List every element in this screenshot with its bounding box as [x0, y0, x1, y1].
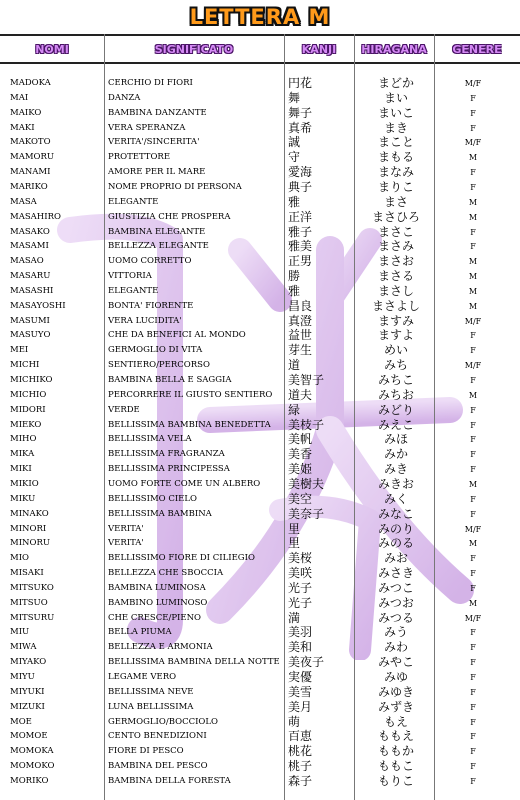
meaning-cell: BELLEZZA E ARMONIA	[108, 642, 213, 653]
header-kanji: KANJI	[301, 42, 337, 56]
hiragana-cell: まりこ	[377, 179, 414, 194]
gender-cell: M	[468, 153, 478, 163]
table-row	[0, 91, 520, 106]
gender-cell: F	[470, 465, 476, 475]
name-cell: MASAMI	[10, 241, 49, 252]
hiragana-cell: まもる	[377, 150, 414, 165]
meaning-cell: UOMO CORRETTO	[108, 256, 192, 267]
hiragana-cell: みきお	[377, 476, 414, 491]
gender-cell: M	[468, 257, 478, 267]
hiragana-cell: みゆき	[377, 684, 414, 699]
table-row	[0, 343, 520, 358]
name-cell: MANAMI	[10, 167, 51, 178]
gender-cell: M	[468, 598, 478, 608]
meaning-cell: GERMOGLIO DI VITA	[108, 345, 203, 356]
hiragana-cell: まさし	[377, 283, 414, 298]
name-cell: MICHI	[10, 360, 40, 371]
gender-cell: F	[470, 93, 476, 103]
kanji-cell: 美和	[288, 640, 313, 655]
name-cell: MIEKO	[10, 419, 42, 430]
hiragana-cell: まこと	[377, 135, 414, 150]
meaning-cell: VERA LUCIDITA'	[108, 315, 182, 326]
table-row	[0, 640, 520, 655]
title-text: LETTERA M	[189, 5, 331, 29]
gender-cell: F	[470, 450, 476, 460]
hiragana-cell: みずき	[377, 699, 414, 714]
name-cell: MICHIO	[10, 389, 47, 400]
table-row	[0, 536, 520, 551]
meaning-cell: SENTIERO/PERCORSO	[108, 360, 210, 371]
gender-cell: M/F	[464, 613, 482, 623]
name-cell: MASARU	[10, 271, 51, 282]
header-hiragana: HIRAGANA	[361, 42, 427, 56]
gender-cell: F	[470, 776, 476, 786]
meaning-cell: BELLISSIMO FIORE DI CILIEGIO	[108, 553, 255, 564]
kanji-cell: 舞	[288, 90, 301, 105]
kanji-cell: 真希	[288, 120, 313, 135]
gender-cell: M/F	[464, 138, 482, 148]
table-row	[0, 759, 520, 774]
name-cell: MIWA	[10, 642, 37, 653]
name-cell: MIKI	[10, 464, 32, 475]
kanji-cell: 緑	[288, 402, 301, 417]
header-nomi: NOMI	[35, 42, 69, 56]
name-cell: MITSURU	[10, 612, 55, 623]
header-significato: SIGNIFICATO	[154, 42, 234, 56]
gender-cell: F	[470, 717, 476, 727]
meaning-cell: BELLISSIMA BAMBINA BENEDETTA	[108, 419, 271, 430]
hiragana-cell: まさみ	[377, 239, 414, 254]
meaning-cell: DANZA	[108, 92, 141, 103]
meaning-cell: VERITA'	[108, 538, 144, 549]
gender-cell: F	[470, 747, 476, 757]
gender-cell: F	[470, 331, 476, 341]
table-row	[0, 195, 520, 210]
meaning-cell: BELLISSIMA BAMBINA DELLA NOTTE	[108, 657, 280, 668]
kanji-cell: 美咲	[288, 566, 313, 581]
kanji-cell: 光子	[288, 595, 313, 610]
table-row	[0, 403, 520, 418]
hiragana-cell: みう	[383, 625, 408, 640]
name-cell: MASUYO	[10, 330, 51, 341]
name-cell: MIKA	[10, 449, 35, 460]
name-cell: MIYU	[10, 672, 35, 682]
meaning-cell: ELEGANTE	[108, 196, 159, 207]
gender-cell: M/F	[464, 524, 482, 534]
hiragana-cell: みえこ	[377, 417, 414, 432]
name-cell: MOMOKO	[10, 761, 55, 772]
name-cell: MOMOE	[10, 731, 48, 742]
table-row	[0, 522, 520, 537]
kanji-cell: 雅美	[288, 239, 313, 254]
kanji-cell: 雅	[288, 194, 301, 209]
table-row	[0, 388, 520, 403]
hiragana-cell: もえ	[383, 714, 408, 729]
table-row	[0, 492, 520, 507]
gender-cell: M	[468, 286, 478, 296]
meaning-cell: VITTORIA	[108, 271, 152, 282]
table-row	[0, 744, 520, 759]
hiragana-cell: みつお	[378, 595, 414, 610]
kanji-cell: 芽生	[288, 343, 313, 358]
kanji-cell: 桃花	[288, 744, 313, 759]
meaning-cell: CENTO BENEDIZIONI	[108, 731, 207, 742]
gender-cell: M/F	[464, 79, 482, 88]
hiragana-cell: みどり	[377, 402, 414, 417]
meaning-cell: BELLISSIMO CIELO	[108, 493, 198, 504]
table-row	[0, 611, 520, 626]
table-row	[0, 358, 520, 373]
name-cell: MINORU	[10, 538, 51, 549]
table-row	[0, 254, 520, 269]
kanji-cell: 美月	[288, 699, 313, 714]
hiragana-cell: みわ	[383, 640, 408, 655]
table-row	[0, 581, 520, 596]
gender-cell: M	[468, 390, 478, 400]
table-row	[0, 685, 520, 700]
hiragana-cell: ますよ	[377, 328, 414, 343]
hiragana-cell: めい	[383, 343, 408, 358]
kanji-cell: 円花	[288, 76, 313, 90]
kanji-cell: 愛海	[288, 165, 313, 180]
gender-cell: M	[468, 539, 478, 549]
name-cell: MIYUKI	[10, 686, 45, 697]
gender-cell: F	[470, 168, 476, 178]
hiragana-cell: みゆ	[383, 670, 408, 684]
kanji-cell: 光子	[288, 580, 313, 595]
hiragana-cell: みお	[383, 551, 408, 566]
gender-cell: F	[470, 494, 476, 504]
meaning-cell: GERMOGLIO/BOCCIOLO	[108, 716, 219, 727]
table-row	[0, 774, 520, 789]
hiragana-cell: まさる	[377, 269, 414, 284]
gender-cell: F	[470, 658, 476, 668]
name-cell: MIHO	[10, 434, 37, 445]
gender-cell: F	[470, 242, 476, 252]
hiragana-cell: まき	[383, 120, 408, 135]
kanji-cell: 正洋	[288, 209, 313, 224]
kanji-cell: 美雪	[288, 684, 313, 699]
kanji-cell: 道	[288, 358, 301, 373]
meaning-cell: CERCHIO DI FIORI	[108, 78, 193, 88]
meaning-cell: BELLA PIUMA	[108, 627, 172, 638]
meaning-cell: FIORE DI PESCO	[108, 746, 184, 757]
name-cell: MIDORI	[10, 404, 46, 415]
kanji-cell: 実優	[288, 670, 313, 684]
table-row	[0, 269, 520, 284]
hiragana-cell: まさ	[383, 194, 408, 209]
hiragana-cell: まい	[383, 90, 408, 105]
hiragana-cell: みさき	[377, 566, 414, 581]
gender-cell: M	[468, 301, 478, 311]
hiragana-cell: ももえ	[377, 729, 414, 744]
kanji-cell: 美樹夫	[288, 476, 325, 491]
name-cell: MICHIKO	[10, 375, 53, 385]
kanji-cell: 舞子	[288, 105, 313, 120]
hiragana-cell: みなこ	[377, 506, 414, 521]
kanji-cell: 典子	[288, 179, 313, 194]
hiragana-cell: まさお	[377, 254, 414, 269]
meaning-cell: GIUSTIZIA CHE PROSPERA	[108, 211, 231, 222]
hiragana-cell: みちお	[377, 387, 414, 402]
table-row	[0, 135, 520, 150]
hiragana-cell: みちこ	[377, 373, 414, 387]
kanji-cell: 美桜	[288, 551, 313, 566]
hiragana-cell: まさひろ	[371, 209, 420, 224]
meaning-cell: BONTA' FIORENTE	[108, 300, 194, 311]
name-cell: MASA	[10, 196, 37, 207]
name-cell: MISAKI	[10, 568, 44, 579]
table-row	[0, 165, 520, 180]
name-cell: MITSUKO	[10, 582, 54, 593]
table-row	[0, 76, 520, 91]
name-cell: MAMORU	[10, 152, 55, 163]
kanji-cell: 森子	[288, 773, 313, 788]
kanji-cell: 里	[288, 521, 301, 536]
meaning-cell: BELLEZZA CHE SBOCCIA	[108, 568, 224, 579]
meaning-cell: PROTETTORE	[108, 152, 171, 163]
kanji-cell: 守	[288, 150, 301, 165]
gender-cell: F	[470, 227, 476, 237]
meaning-cell: BELLISSIMA VELA	[108, 434, 192, 445]
kanji-cell: 道夫	[288, 387, 313, 402]
meaning-cell: BAMBINO LUMINOSO	[108, 597, 208, 608]
gender-cell: F	[470, 182, 476, 192]
gender-cell: M	[468, 272, 478, 282]
table-row	[0, 225, 520, 240]
hiragana-cell: まさこ	[377, 224, 414, 239]
table-row	[0, 121, 520, 136]
kanji-cell: 満	[288, 610, 301, 625]
meaning-cell: BAMBINA DANZANTE	[108, 107, 207, 118]
kanji-cell: 益世	[288, 328, 313, 343]
name-cell: MIKIO	[10, 478, 39, 489]
page-title	[0, 0, 520, 34]
table-row	[0, 715, 520, 730]
gender-cell: F	[470, 583, 476, 593]
hiragana-cell: まなみ	[377, 165, 414, 180]
table-row	[0, 507, 520, 522]
kanji-cell: 美帆	[288, 432, 313, 447]
name-cell: MASAKO	[10, 226, 50, 237]
hiragana-cell: みつこ	[378, 580, 414, 595]
table-row	[0, 551, 520, 566]
meaning-cell: LUNA BELLISSIMA	[108, 701, 194, 712]
table-header	[0, 34, 520, 64]
table-row	[0, 239, 520, 254]
gender-cell: F	[470, 376, 476, 385]
table-row	[0, 299, 520, 314]
meaning-cell: VERDE	[108, 404, 140, 415]
name-cell: MORIKO	[10, 775, 49, 786]
name-cell: MASAO	[10, 256, 44, 267]
gender-cell: F	[470, 687, 476, 697]
table-row	[0, 566, 520, 581]
name-cell: MAIKO	[10, 107, 42, 118]
table-row	[0, 314, 520, 329]
table-row	[0, 462, 520, 477]
name-cell: MITSUO	[10, 597, 48, 608]
kanji-cell: 美奈子	[288, 506, 325, 521]
meaning-cell: BAMBINA DEL PESCO	[108, 761, 208, 772]
gender-cell: F	[470, 554, 476, 564]
name-cell: MIO	[10, 553, 30, 564]
kanji-cell: 正男	[288, 254, 313, 269]
gender-cell: F	[470, 732, 476, 742]
hiragana-cell: ももこ	[377, 759, 414, 774]
hiragana-cell: みのる	[377, 536, 414, 551]
name-cell: MINORI	[10, 523, 47, 534]
meaning-cell: BELLISSIMA NEVE	[108, 686, 194, 697]
name-cell: MIKU	[10, 493, 36, 504]
table-row	[0, 418, 520, 433]
meaning-cell: BAMBINA BELLA E SAGGIA	[108, 375, 232, 385]
meaning-cell: BELLISSIMA PRINCIPESSA	[108, 464, 230, 475]
table-row	[0, 106, 520, 121]
meaning-cell: AMORE PER IL MARE	[108, 167, 206, 178]
meaning-cell: BELLEZZA ELEGANTE	[108, 241, 209, 252]
gender-cell: F	[470, 673, 476, 682]
table-row	[0, 447, 520, 462]
table-row	[0, 432, 520, 447]
meaning-cell: BAMBINA LUMINOSA	[108, 582, 206, 593]
table-row	[0, 655, 520, 670]
meaning-cell: VERITA'	[108, 523, 144, 534]
kanji-cell: 勝	[288, 269, 301, 284]
table-row	[0, 373, 520, 388]
hiragana-cell: まどか	[377, 76, 414, 90]
hiragana-cell: まいこ	[377, 105, 414, 120]
gender-cell: F	[470, 569, 476, 579]
gender-cell: M	[468, 479, 478, 489]
name-cell: MASAHIRO	[10, 211, 61, 222]
kanji-cell: 萌	[288, 714, 301, 729]
table-row	[0, 150, 520, 165]
name-cell: MIU	[10, 627, 30, 638]
kanji-cell: 美枝子	[288, 417, 325, 432]
name-cell: MAKOTO	[10, 137, 51, 148]
gender-cell: M/F	[464, 361, 482, 371]
hiragana-cell: みき	[383, 462, 408, 477]
gender-cell: F	[470, 405, 476, 415]
gender-cell: M	[468, 197, 478, 207]
kanji-cell: 美姫	[288, 462, 313, 477]
kanji-cell: 美香	[288, 447, 313, 462]
kanji-cell: 雅	[288, 283, 301, 298]
name-cell: MASAYOSHI	[10, 300, 66, 311]
meaning-cell: PERCORRERE IL GIUSTO SENTIERO	[108, 389, 273, 400]
meaning-cell: CHE DA BENEFICI AL MONDO	[108, 330, 246, 341]
name-cell: MINAKO	[10, 508, 49, 519]
table-row	[0, 625, 520, 640]
hiragana-cell: みのり	[377, 521, 414, 536]
meaning-cell: VERITA'/SINCERITA'	[108, 137, 200, 148]
name-cell: MASASHI	[10, 285, 54, 296]
kanji-cell: 美羽	[288, 625, 313, 640]
meaning-cell: CHE CRESCE/PIENO	[108, 612, 202, 623]
meaning-cell: VERA SPERANZA	[108, 122, 186, 133]
meaning-cell: NOME PROPRIO DI PERSONA	[108, 181, 242, 192]
hiragana-cell: みやこ	[377, 655, 414, 670]
meaning-cell: UOMO FORTE COME UN ALBERO	[108, 478, 261, 489]
name-cell: MAKI	[10, 122, 35, 133]
kanji-cell: 誠	[288, 135, 301, 150]
kanji-cell: 美夜子	[288, 655, 325, 670]
hiragana-cell: みく	[383, 491, 408, 506]
gender-cell: F	[470, 108, 476, 118]
hiragana-cell: ももか	[377, 744, 414, 759]
kanji-cell: 美智子	[288, 373, 325, 387]
hiragana-cell: みち	[383, 358, 408, 373]
name-cell: MOMOKA	[10, 746, 54, 757]
gender-cell: F	[470, 123, 476, 133]
gender-cell: M	[468, 212, 478, 222]
name-cell: MASUMI	[10, 315, 50, 326]
table-row	[0, 284, 520, 299]
gender-cell: F	[470, 762, 476, 772]
table-row	[0, 729, 520, 744]
gender-cell: F	[470, 346, 476, 356]
kanji-cell: 桃子	[288, 759, 313, 774]
name-cell: MIYAKO	[10, 657, 47, 668]
meaning-cell: BELLISSIMA FRAGRANZA	[108, 449, 225, 460]
table-row	[0, 596, 520, 611]
kanji-cell: 真澄	[288, 313, 313, 328]
table-row	[0, 210, 520, 225]
name-cell: MADOKA	[10, 78, 51, 88]
name-cell: MIZUKI	[10, 701, 45, 712]
gender-cell: F	[470, 643, 476, 653]
kanji-cell: 美空	[288, 491, 313, 506]
hiragana-cell: みほ	[383, 432, 408, 447]
hiragana-cell: みつる	[378, 610, 414, 625]
table-row	[0, 477, 520, 492]
name-cell: MARIKO	[10, 181, 48, 192]
table-row	[0, 180, 520, 195]
kanji-cell: 昌良	[288, 298, 313, 313]
hiragana-cell: まさよし	[371, 298, 420, 313]
name-cell: MAI	[10, 92, 29, 103]
gender-cell: F	[470, 702, 476, 712]
kanji-cell: 百恵	[288, 729, 313, 744]
gender-cell: M/F	[464, 316, 482, 326]
meaning-cell: ELEGANTE	[108, 285, 159, 296]
meaning-cell: BAMBINA ELEGANTE	[108, 226, 206, 237]
kanji-cell: 雅子	[288, 224, 313, 239]
gender-cell: F	[470, 420, 476, 430]
hiragana-cell: ますみ	[377, 313, 414, 328]
name-cell: MOE	[10, 716, 32, 727]
table-row	[0, 328, 520, 343]
hiragana-cell: みか	[383, 447, 408, 462]
kanji-cell: 里	[288, 536, 301, 551]
gender-cell: F	[470, 628, 476, 638]
gender-cell: F	[470, 435, 476, 445]
table-row	[0, 700, 520, 715]
name-cell: MEI	[10, 345, 29, 356]
table-row	[0, 670, 520, 685]
hiragana-cell: もりこ	[377, 773, 414, 788]
header-genere: GENERE	[452, 42, 502, 56]
meaning-cell: BELLISSIMA BAMBINA	[108, 508, 212, 519]
meaning-cell: LEGAME VERO	[108, 672, 177, 682]
meaning-cell: BAMBINA DELLA FORESTA	[108, 775, 231, 786]
gender-cell: F	[470, 509, 476, 519]
